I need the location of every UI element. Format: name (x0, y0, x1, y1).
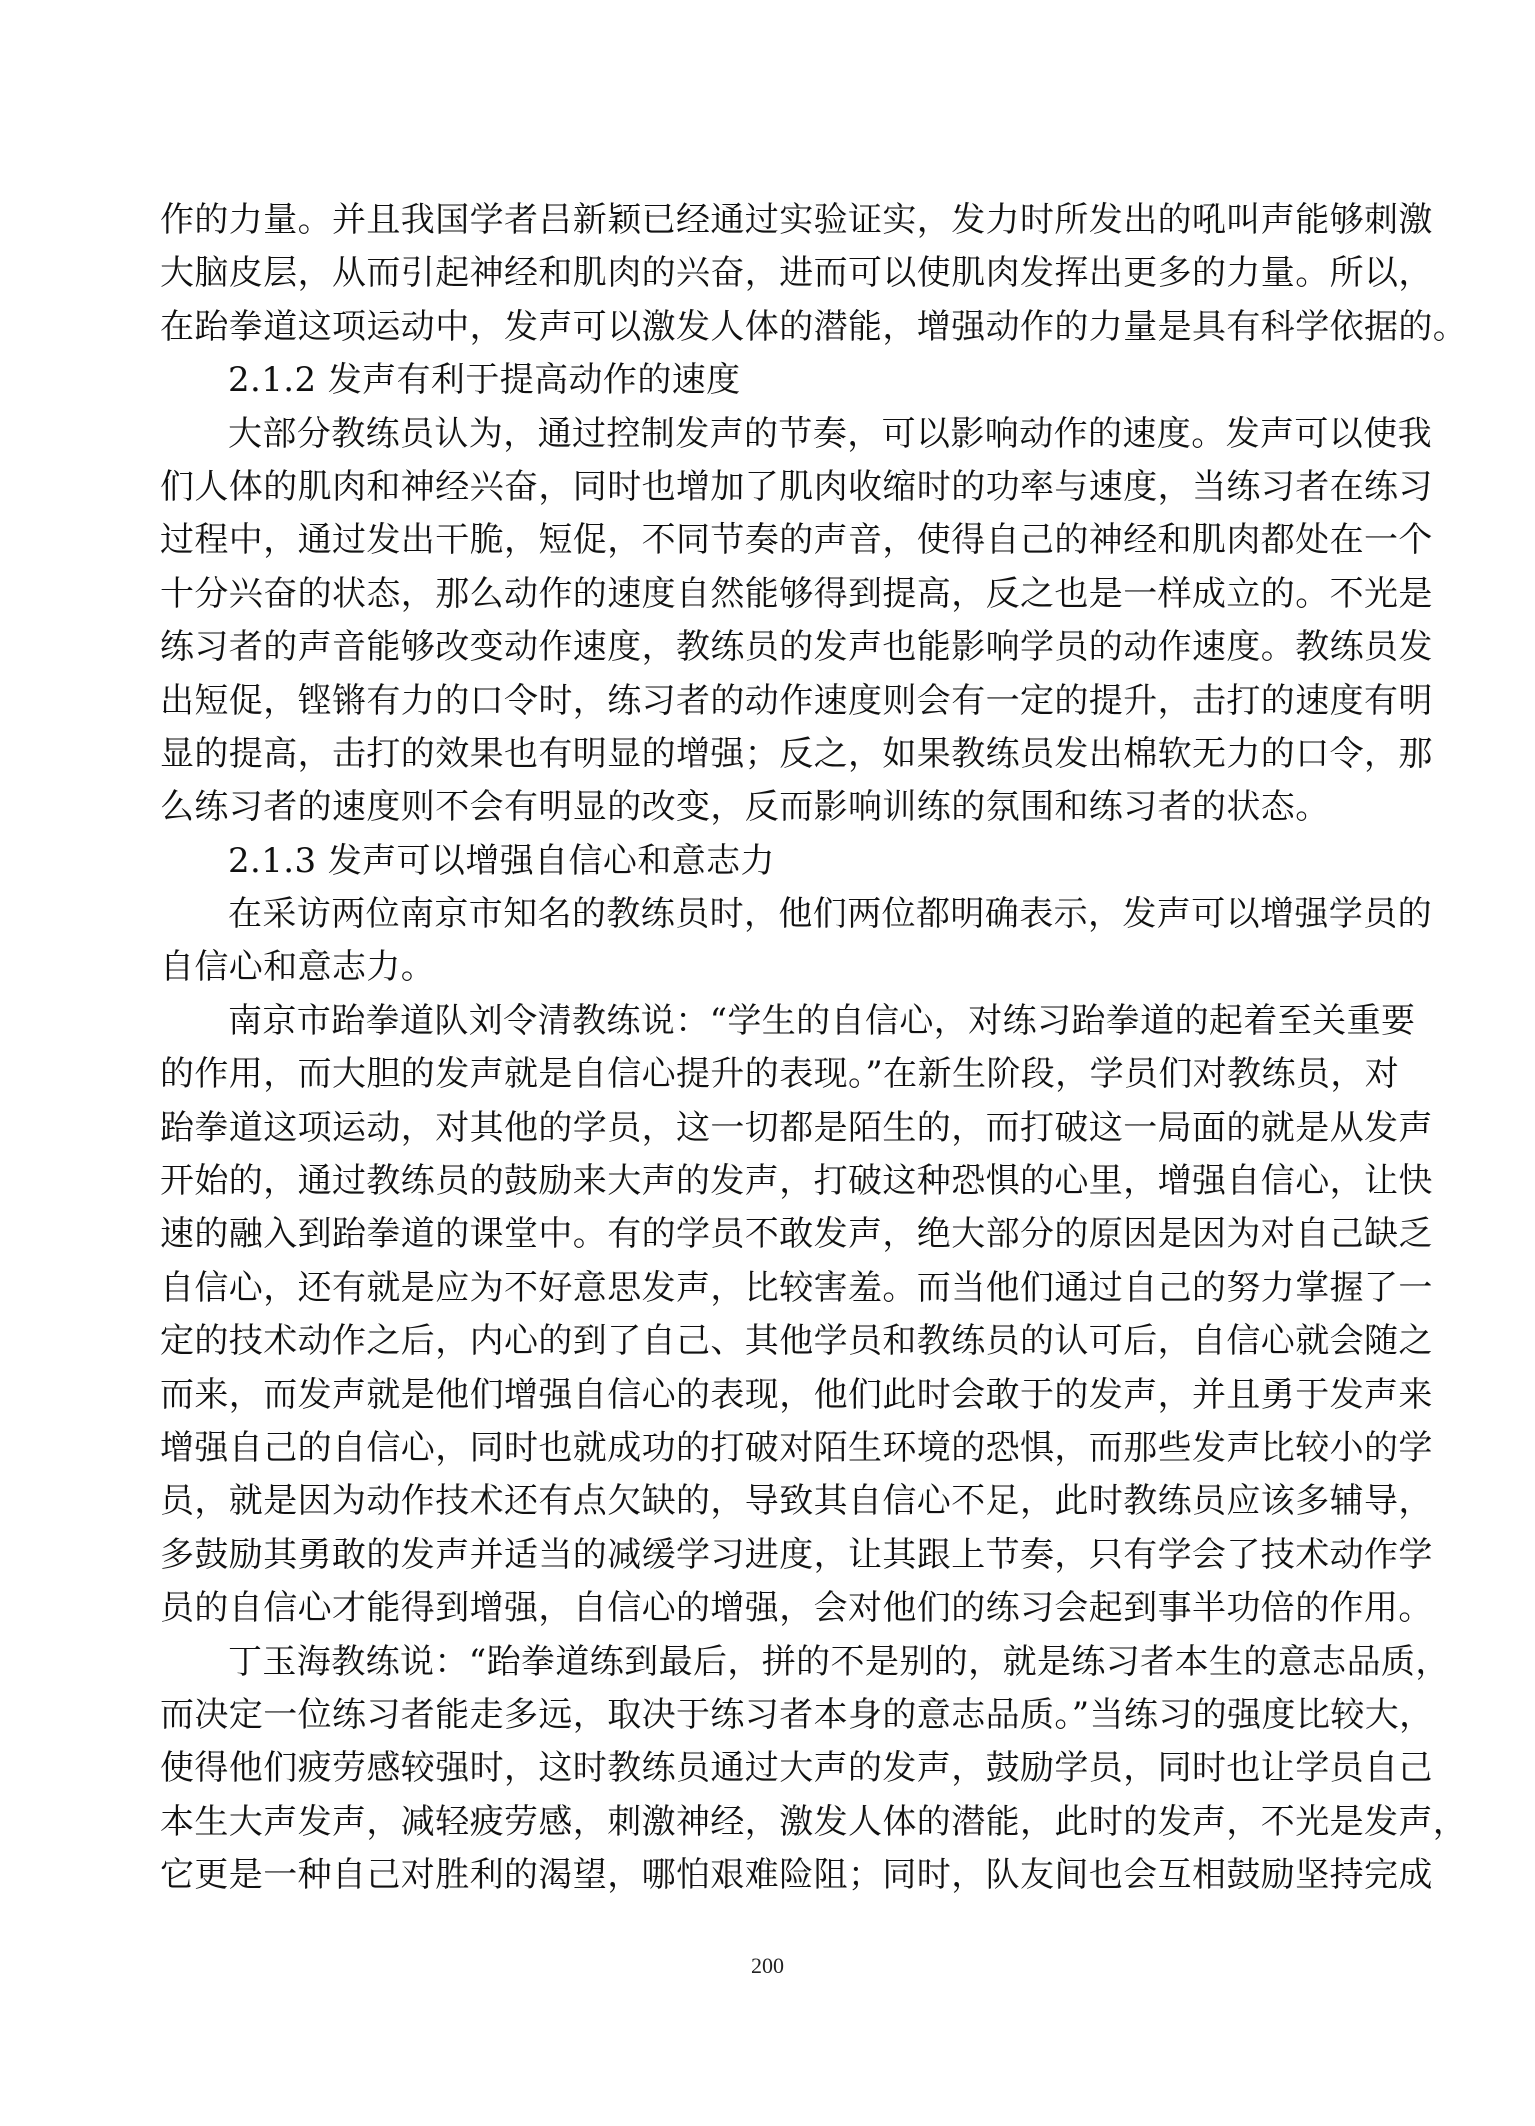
text-line: 使得他们疲劳感较强时，这时教练员通过大声的发声，鼓励学员，同时也让学员自己 (160, 1748, 1433, 1789)
text-line: 员的自信心才能得到增强，自信心的增强，会对他们的练习会起到事半功倍的作用。 (160, 1588, 1433, 1629)
text-line: 定的技术动作之后，内心的到了自己、其他学员和教练员的认可后，自信心就会随之 (160, 1321, 1433, 1362)
paragraph-coach-liu (160, 995, 1433, 1636)
section-heading-2-1-2: 2.1.2 发声有利于提高动作的速度 (228, 360, 741, 401)
paragraph-speed (160, 408, 1433, 835)
text-line: 的作用，而大胆的发声就是自信心提升的表现。”在新生阶段，学员们对教练员，对 (160, 1054, 1400, 1095)
text-line: 南京市跆拳道队刘令清教练说：“学生的自信心，对练习跆拳道的起着至关重要 (228, 1000, 1416, 1041)
text-line: 它更是一种自己对胜利的渴望，哪怕艰难险阻；同时，队友间也会互相鼓励坚持完成 (160, 1855, 1433, 1896)
paragraph-interview-intro (160, 888, 1432, 995)
document-page (160, 194, 1468, 1903)
text-line: 显的提高，击打的效果也有明显的增强；反之，如果教练员发出棉软无力的口令，那 (160, 733, 1433, 774)
text-line: 而决定一位练习者能走多远，取决于练习者本身的意志品质。”当练习的强度比较大， (160, 1694, 1434, 1735)
text-line: 大部分教练员认为，通过控制发声的节奏，可以影响动作的速度。发声可以使我 (228, 413, 1432, 454)
text-line: 自信心和意志力。 (160, 947, 436, 988)
text-line: 练习者的声音能够改变动作速度，教练员的发声也能影响学员的动作速度。教练员发 (160, 627, 1433, 668)
text-line: 十分兴奋的状态，那么动作的速度自然能够得到提高，反之也是一样成立的。不光是 (160, 573, 1433, 614)
text-line: 们人体的肌肉和神经兴奋，同时也增加了肌肉收缩时的功率与速度，当练习者在练习 (160, 466, 1433, 507)
text-line: 大脑皮层，从而引起神经和肌肉的兴奋，进而可以使肌肉发挥出更多的力量。所以， (160, 253, 1433, 294)
text-line: 速的融入到跆拳道的课堂中。有的学员不敢发声，绝大部分的原因是因为对自己缺乏 (160, 1214, 1433, 1255)
text-line: 多鼓励其勇敢的发声并适当的减缓学习进度，让其跟上节奏，只有学会了技术动作学 (160, 1534, 1433, 1575)
text-line: 而来，而发声就是他们增强自信心的表现，他们此时会敢于的发声，并且勇于发声来 (160, 1374, 1433, 1415)
text-line: 作的力量。并且我国学者吕新颖已经通过实验证实，发力时所发出的吼叫声能够刺激 (160, 200, 1433, 240)
text-line: 在采访两位南京市知名的教练员时，他们两位都明确表示，发声可以增强学员的 (228, 894, 1432, 935)
text-line: 员，就是因为动作技术还有点欠缺的，导致其自信心不足，此时教练员应该多辅导， (160, 1481, 1433, 1522)
text-line: 在跆拳道这项运动中，发声可以激发人体的潜能，增强动作的力量是具有科学依据的。 (160, 306, 1468, 347)
section-heading-2-1-3: 2.1.3 发声可以增强自信心和意志力 (228, 840, 775, 881)
paragraph-continuation (160, 194, 1468, 354)
text-line: 跆拳道这项运动，对其他的学员，这一切都是陌生的，而打破这一局面的就是从发声 (160, 1107, 1433, 1148)
paragraph-coach-ding (160, 1636, 1468, 1903)
text-line: 丁玉海教练说：“跆拳道练到最后，拼的不是别的，就是练习者本生的意志品质， (228, 1641, 1450, 1682)
text-line: 出短促，铿锵有力的口令时，练习者的动作速度则会有一定的提升，击打的速度有明 (160, 680, 1433, 721)
text-line: 开始的，通过教练员的鼓励来大声的发声，打破这种恐惧的心里，增强自信心，让快 (160, 1161, 1433, 1202)
page-number: 200 (751, 1953, 784, 1978)
text-line: 增强自己的自信心，同时也就成功的打破对陌生环境的恐惧，而那些发声比较小的学 (160, 1427, 1433, 1468)
text-line: 过程中，通过发出干脆，短促，不同节奏的声音，使得自己的神经和肌肉都处在一个 (160, 520, 1433, 561)
text-line: 本生大声发声，减轻疲劳感，刺激神经，激发人体的潜能，此时的发声，不光是发声， (160, 1801, 1468, 1842)
text-line: 么练习者的速度则不会有明显的改变，反而影响训练的氛围和练习者的状态。 (160, 787, 1330, 828)
text-line: 自信心，还有就是应为不好意思发声，比较害羞。而当他们通过自己的努力掌握了一 (160, 1267, 1433, 1308)
